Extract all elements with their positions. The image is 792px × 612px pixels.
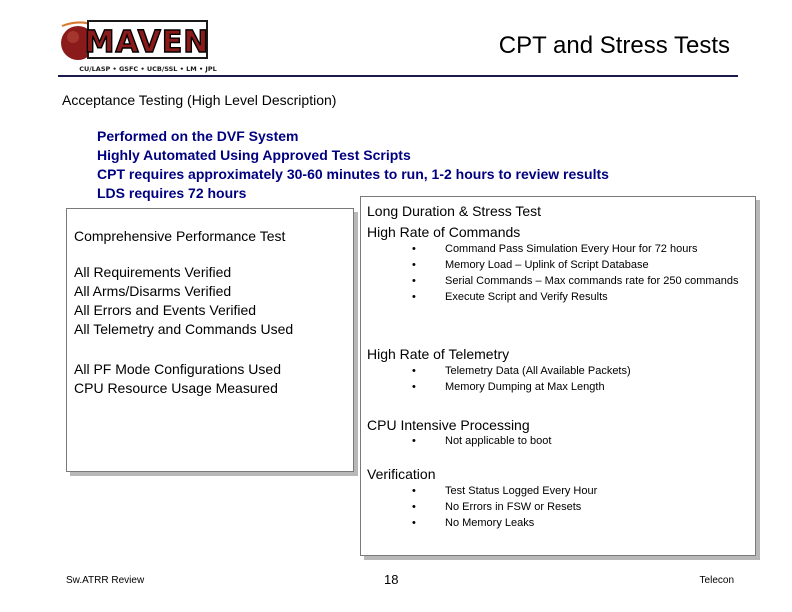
title-divider [58, 75, 738, 77]
footer-review-name: Sw.ATRR Review [66, 575, 145, 586]
bullet-icon: • [412, 291, 416, 303]
maven-logo-graphic [58, 14, 218, 78]
lds-telemetry-items [361, 364, 745, 396]
bullet-icon: • [412, 381, 416, 393]
cpt-item: All Telemetry and Commands Used [74, 321, 294, 337]
cpt-item: All Errors and Events Verified [74, 302, 257, 318]
lds-item [361, 364, 745, 379]
lds-item [361, 274, 745, 289]
lds-item [361, 516, 745, 531]
lds-item-text: Execute Script and Verify Results [445, 291, 608, 303]
cpt-item: All Requirements Verified [74, 264, 232, 280]
cpt-item: CPU Resource Usage Measured [74, 380, 278, 396]
section-heading: Acceptance Testing (High Level Description) [62, 92, 337, 108]
page-number: 18 [384, 572, 399, 587]
lds-item-text: Not applicable to boot [445, 435, 552, 447]
logo-wordmark: MAVEN [84, 25, 210, 60]
lds-item [361, 484, 745, 499]
lds-command-items [361, 242, 745, 306]
bullet-icon: • [412, 259, 416, 271]
lds-section-heading: High Rate of Telemetry [367, 346, 510, 362]
lds-title: Long Duration & Stress Test [367, 203, 542, 219]
footer-meeting-type: Telecon [699, 575, 734, 586]
bullet-icon: • [412, 485, 416, 497]
logo-partners: CU/LASP • GSFC • UCB/SSL • LM • JPL [79, 65, 217, 73]
lds-section-heading: High Rate of Commands [367, 224, 521, 240]
slide-title: CPT and Stress Tests [498, 32, 730, 59]
cpt-box [66, 208, 354, 472]
cpt-group-verification [74, 263, 293, 339]
cpt-heading: Comprehensive Performance Test [74, 228, 286, 244]
lds-section-heading: CPU Intensive Processing [367, 417, 530, 433]
logo-planet-highlight [67, 31, 79, 43]
lds-item [361, 380, 745, 395]
lds-item-text: Telemetry Data (All Available Packets) [445, 365, 631, 377]
lds-item [361, 242, 745, 257]
bullet-icon: • [412, 435, 416, 447]
bullet-icon: • [412, 365, 416, 377]
lds-item-text: No Memory Leaks [445, 517, 535, 529]
lds-box [360, 196, 756, 556]
summary-list [97, 127, 609, 203]
summary-item: Performed on the DVF System [97, 128, 299, 144]
maven-logo [58, 14, 218, 78]
cpt-item: All Arms/Disarms Verified [74, 283, 232, 299]
lds-item [361, 500, 745, 515]
summary-item: CPT requires approximately 30-60 minutes to run, 1-2 hours to review results [97, 166, 609, 182]
lds-item-text: Test Status Logged Every Hour [445, 485, 598, 497]
lds-item-text: Serial Commands – Max commands rate for 250 commands [445, 275, 739, 287]
summary-item: Highly Automated Using Approved Test Scripts [97, 147, 411, 163]
lds-verification-items [361, 484, 745, 532]
lds-item-text: Memory Load – Uplink of Script Database [445, 259, 649, 271]
lds-item [361, 258, 745, 273]
lds-item-text: Command Pass Simulation Every Hour for 72 hours [445, 243, 698, 255]
cpt-item: All PF Mode Configurations Used [74, 361, 281, 377]
lds-cpu-items [361, 434, 745, 450]
lds-section-heading: Verification [367, 466, 436, 482]
lds-item-text: Memory Dumping at Max Length [445, 381, 605, 393]
cpt-group-configuration [74, 360, 281, 398]
bullet-icon: • [412, 275, 416, 287]
bullet-icon: • [412, 501, 416, 513]
summary-item: LDS requires 72 hours [97, 185, 247, 201]
lds-item [361, 290, 745, 305]
lds-item [361, 434, 745, 449]
lds-item-text: No Errors in FSW or Resets [445, 501, 582, 513]
bullet-icon: • [412, 243, 416, 255]
bullet-icon: • [412, 517, 416, 529]
